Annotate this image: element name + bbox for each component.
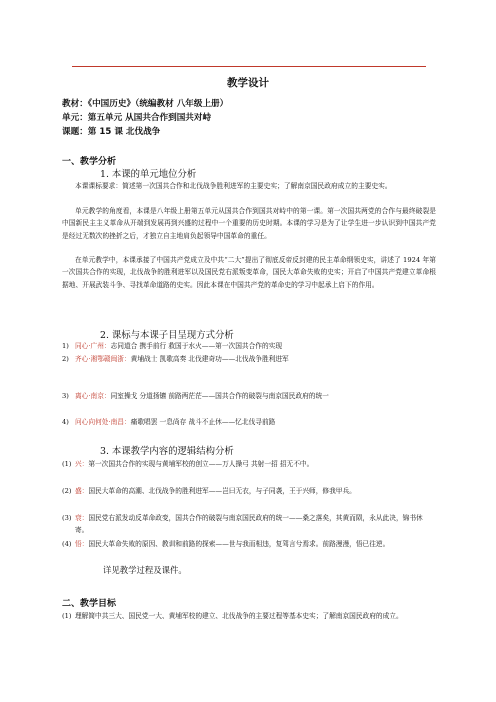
item-tag: 问心向何处·南昌： [75,418,131,426]
item-text: 国民党右派发动反革命政变，国共合作的破裂与南京国民政府的统一——桑之落矣，其黄而陨，永从此决，锦书休寄。 [75,514,423,535]
textbook-line: 教材：《中国历史》（统编教材 八年级上册） [62,99,229,109]
section-heading-objectives: 二、教学目标 [62,599,117,609]
item-tag: 盛： [75,487,89,495]
item-text: 黄埔战士 凯歌高奏 北伐建奇功——北伐战争胜利进军 [130,355,289,363]
list-item [62,485,436,497]
subsection-title-logic: 3. 本课教学内容的逻辑结构分析 [100,446,234,457]
item-text: 国民大革命失败的原因、教训和前路的探索——世与我而相违，复驾言兮焉求。前路漫漫，悟已往逆。 [88,540,390,548]
item-number: (1) [62,612,72,620]
item-text: 第一次国共合作的实现与黄埔军校的创立——万人操弓 共射一招 招无不中。 [88,460,314,468]
item-tag: 齐心·湘鄂赣闽浙： [75,355,131,363]
item-text: 同室操戈 分道扬镳 前路两茫茫——国共合作的破裂与南京国民政府的统一 [110,392,329,400]
list-item [62,416,436,428]
item-tag: 离心·南京： [75,392,111,400]
lesson-line: 课题：第 15 课 北伐战争 [62,127,161,137]
item-text: 志同道合 携手前行 救国于水火——第一次国共合作的实现 [110,342,283,350]
subsection-title-presentation: 2. 课标与本课子目呈现方式分析 [100,330,234,341]
unit-line: 单元：第五单元 从国共合作到国共对峙 [62,113,212,123]
subsection-title-unit-position: 1. 本课的单元地位分析 [100,169,197,180]
list-item [62,512,436,537]
section-heading-analysis: 一、教学分析 [62,157,117,167]
item-number: (4) [62,540,72,548]
list-item [62,610,436,622]
item-number: (3) [62,514,72,522]
see-process-note: 详见教学过程及课件。 [103,565,187,575]
paragraph-bridging-role: 在单元教学中，本课承接了中国共产党成立及中共“二大”提出了彻底反帝反封建的民主革命纲领史实，讲述了 1924 年第一次国共合作的实现，北伐战争的胜利进军以及国民党右派叛变革命，国民大革命失败的史实；开启了中国共产党建立革命根据地、开展武装斗争、寻找革命道路的史实。因此本课在中国共产党的革命史的学习中起承上启下的作用。 [62,256,436,289]
item-number: (1) [62,460,72,468]
item-number: (2) [62,487,72,495]
item-tag: 兴： [75,460,89,468]
header-rule [72,66,426,67]
list-item [62,353,436,365]
paragraph-curriculum: 本课课标要求：简述第一次国共合作和北伐战争胜利进军的主要史实；了解南京国民政府成立的主要史实。 [75,182,392,190]
item-number: 1) [62,342,69,350]
item-number: 2) [62,355,69,363]
document-title: 教学设计 [227,77,269,89]
list-item [62,340,436,352]
item-tag: 同心·广州： [75,342,111,350]
item-text: 理解简中共三大、国民党一大、黄埔军校的建立、北伐战争的主要过程等基本史实；了解南京国民政府的成立。 [75,612,403,620]
item-text: 国民大革命的高潮、北伐战争的胜利进军——岂曰无衣，与子同袭，王于兴师，修我甲兵。 [88,487,356,495]
item-number: 4) [62,418,69,426]
paragraph-unit-role: 单元教学的角度看，本课是八年级上册第五单元从国共合作到国共对峙中的第一课。第一次国共两党的合作与最终破裂是中国新民主主义革命从开端到发展再到兴盛的过程中一个重要的历史时期。本课的学习是为了让学生进一步认识到中国共产党是经过无数次的挫折之后，才独立自主地肩负起领导中国革命的重任。 [62,207,436,240]
item-number: 3) [62,392,69,400]
item-tag: 悟： [75,540,89,548]
list-item [62,538,436,550]
item-tag: 衰： [75,514,89,522]
list-item [62,458,436,470]
item-text: 痛歌唱罢 一息尚存 战斗不止休——忆北伐寻前路 [130,418,276,426]
list-item [62,390,436,402]
